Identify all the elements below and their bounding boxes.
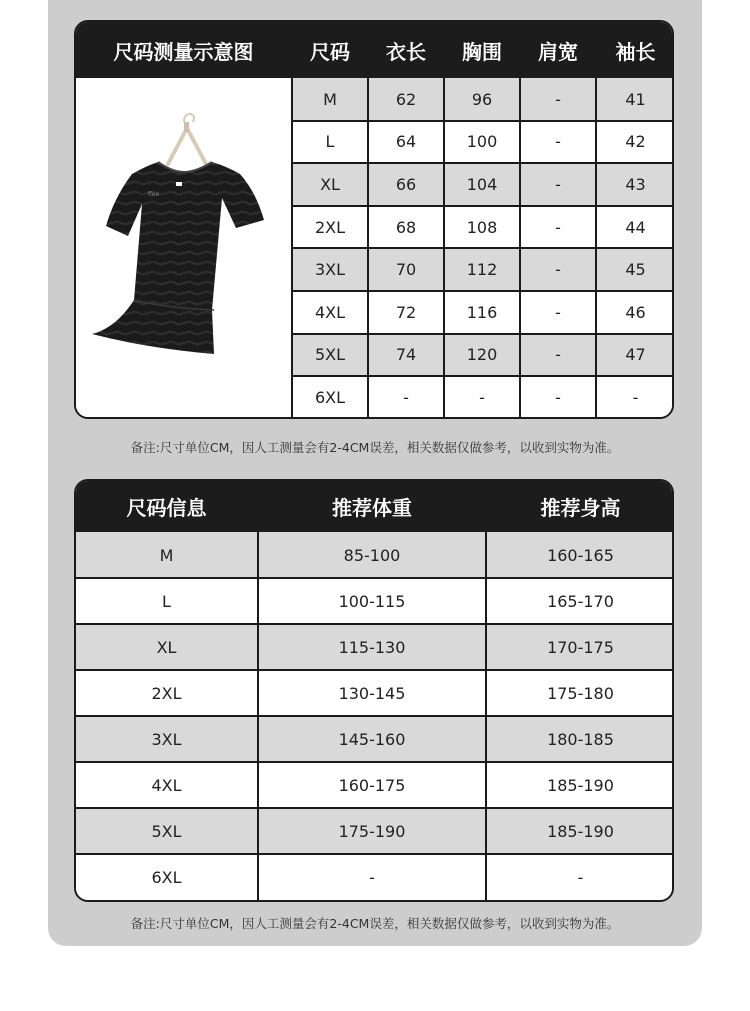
row-divider <box>291 120 674 122</box>
row-divider <box>291 290 674 292</box>
recommendation-cell-height: 185-190 <box>487 808 674 854</box>
row-divider <box>76 853 674 855</box>
size-cell-shoulder: - <box>521 291 595 334</box>
row-divider <box>76 807 674 809</box>
recommendation-cell-height: 170-175 <box>487 624 674 670</box>
row-divider <box>291 375 674 377</box>
size-cell-size: L <box>293 121 367 164</box>
size-cell-shoulder: - <box>521 121 595 164</box>
row-divider <box>291 247 674 249</box>
size-cell-sleeve: 44 <box>597 206 674 249</box>
size-cell-sleeve: 41 <box>597 78 674 121</box>
size-cell-chest: 116 <box>445 291 519 334</box>
recommendation-cell-weight: 130-145 <box>259 670 485 716</box>
header-size-info: 尺码信息 <box>126 496 207 520</box>
recommendation-cell-size: L <box>76 578 257 624</box>
row-divider <box>76 669 674 671</box>
recommendation-cell-size: 6XL <box>76 854 257 900</box>
row-divider <box>291 205 674 207</box>
size-cell-chest: 120 <box>445 334 519 377</box>
size-chart-note: 备注:尺寸单位CM，因人工测量会有2-4CM误差，相关数据仅做参考，以收到实物为准。 <box>130 440 620 455</box>
header-recommended-weight: 推荐体重 <box>332 496 412 520</box>
size-cell-length: 62 <box>369 78 443 121</box>
recommendation-cell-weight: 85-100 <box>259 532 485 578</box>
header-size: 尺码 <box>310 39 350 64</box>
size-cell-chest: 108 <box>445 206 519 249</box>
recommendation-cell-weight: 115-130 <box>259 624 485 670</box>
size-cell-chest: 96 <box>445 78 519 121</box>
recommendation-header <box>76 481 672 532</box>
size-cell-size: 3XL <box>293 248 367 291</box>
garment-image-area <box>76 78 291 419</box>
size-cell-chest: 112 <box>445 248 519 291</box>
recommendation-cell-height: 175-180 <box>487 670 674 716</box>
header-chest: 胸围 <box>462 39 502 64</box>
size-cell-size: 2XL <box>293 206 367 249</box>
recommendation-cell-height: 180-185 <box>487 716 674 762</box>
svg-text:flee: flee <box>148 191 160 198</box>
recommendation-cell-weight: 160-175 <box>259 762 485 808</box>
recommendation-note: 备注:尺寸单位CM，因人工测量会有2-4CM误差，相关数据仅做参考，以收到实物为准。 <box>130 916 620 931</box>
size-cell-shoulder: - <box>521 78 595 121</box>
size-cell-length: 68 <box>369 206 443 249</box>
header-diagram-label: 尺码测量示意图 <box>113 39 254 64</box>
size-cell-size: XL <box>293 163 367 206</box>
size-cell-length: 70 <box>369 248 443 291</box>
recommendation-cell-size: 3XL <box>76 716 257 762</box>
size-cell-length: 74 <box>369 334 443 377</box>
recommendation-cell-height: 185-190 <box>487 762 674 808</box>
header-recommended-height: 推荐身高 <box>540 496 621 520</box>
size-cell-sleeve: 47 <box>597 334 674 377</box>
recommendation-cell-height: - <box>487 854 674 900</box>
row-divider <box>76 761 674 763</box>
recommendation-table <box>74 479 674 902</box>
size-cell-chest: 100 <box>445 121 519 164</box>
size-cell-length: - <box>369 376 443 419</box>
recommendation-cell-weight: 145-160 <box>259 716 485 762</box>
size-cell-length: 64 <box>369 121 443 164</box>
size-cell-sleeve: 43 <box>597 163 674 206</box>
size-cell-size: 4XL <box>293 291 367 334</box>
recommendation-cell-weight: 100-115 <box>259 578 485 624</box>
size-cell-chest: 104 <box>445 163 519 206</box>
recommendation-cell-weight: 175-190 <box>259 808 485 854</box>
row-divider <box>291 162 674 164</box>
header-sleeve: 袖长 <box>615 39 656 64</box>
size-cell-sleeve: - <box>597 376 674 419</box>
recommendation-cell-size: 5XL <box>76 808 257 854</box>
recommendation-cell-size: M <box>76 532 257 578</box>
row-divider <box>76 577 674 579</box>
size-cell-sleeve: 42 <box>597 121 674 164</box>
size-cell-chest: - <box>445 376 519 419</box>
size-cell-length: 66 <box>369 163 443 206</box>
size-chart-table <box>74 20 674 419</box>
recommendation-cell-weight: - <box>259 854 485 900</box>
size-cell-shoulder: - <box>521 376 595 419</box>
row-divider <box>76 623 674 625</box>
row-divider <box>291 333 674 335</box>
size-cell-size: 6XL <box>293 376 367 419</box>
size-cell-size: M <box>293 78 367 121</box>
size-cell-sleeve: 45 <box>597 248 674 291</box>
recommendation-cell-size: 4XL <box>76 762 257 808</box>
header-length: 衣长 <box>386 39 426 64</box>
recommendation-cell-size: 2XL <box>76 670 257 716</box>
size-cell-shoulder: - <box>521 163 595 206</box>
recommendation-cell-size: XL <box>76 624 257 670</box>
row-divider <box>76 715 674 717</box>
size-cell-shoulder: - <box>521 206 595 249</box>
tshirt-icon <box>76 78 291 419</box>
size-cell-shoulder: - <box>521 334 595 377</box>
size-cell-length: 72 <box>369 291 443 334</box>
size-cell-sleeve: 46 <box>597 291 674 334</box>
size-cell-size: 5XL <box>293 334 367 377</box>
recommendation-cell-height: 160-165 <box>487 532 674 578</box>
size-chart-header <box>76 22 672 78</box>
header-shoulder: 肩宽 <box>538 39 578 64</box>
recommendation-cell-height: 165-170 <box>487 578 674 624</box>
size-cell-shoulder: - <box>521 248 595 291</box>
